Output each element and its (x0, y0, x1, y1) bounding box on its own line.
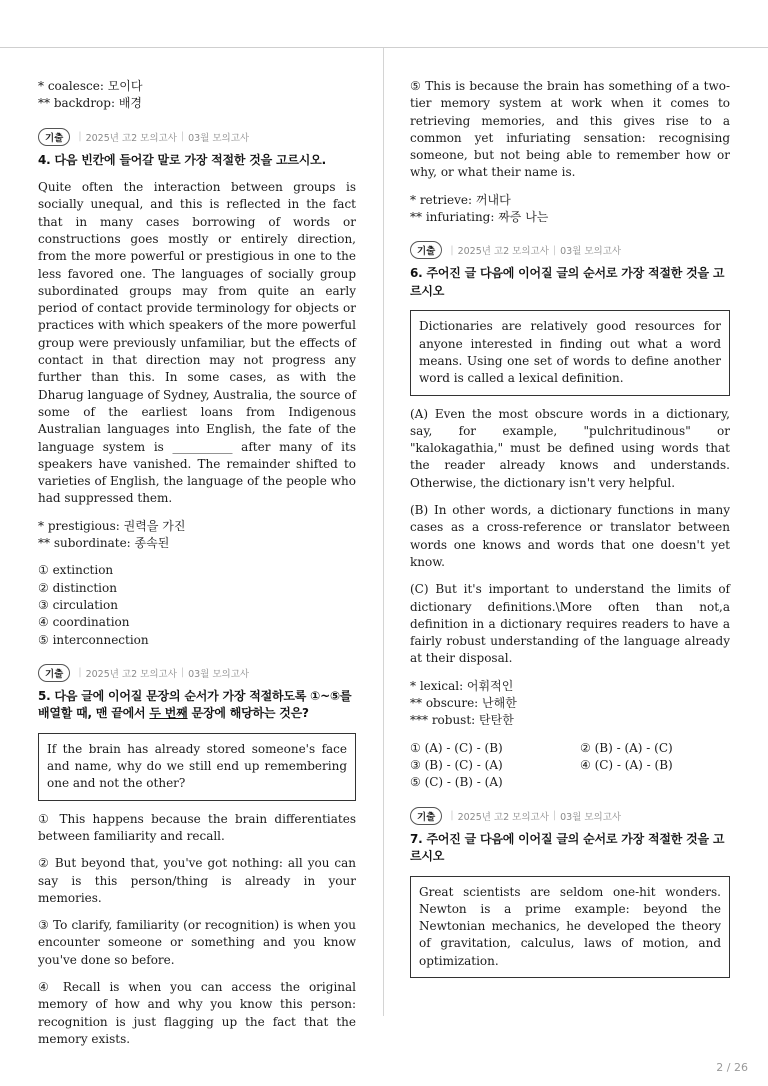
page-number: 2 / 26 (716, 1061, 748, 1074)
answer-option: ② distinction (38, 580, 117, 595)
gloss-line: *** robust: 탄탄한 (410, 713, 514, 728)
question-6 (410, 241, 730, 791)
question-tagline (410, 241, 730, 259)
gloss-line: * retrieve: 꺼내다 (410, 192, 511, 207)
sentence-item: ④ Recall is when you can access the original memory of how and why you know this person: recognition is just flagging up the fact that the memory exists. (38, 980, 356, 1046)
question-gloss (38, 518, 356, 553)
question-title: 7. 주어진 글 다음에 이어질 글의 순서로 가장 적절한 것을 고르시오 (410, 831, 725, 863)
given-passage-box (410, 310, 730, 395)
question-passage: Quite often the interaction between groups is socially unequal, and this is reflected in the fact that in many cases borrowing of words or constructions goes mostly or entirely direction, from the more powerful or prestigious in one to the less favored one. The languages of socially group subordinated groups may from quite an early period of contact provide terminology for objects or practices with which speakers of the more powerful group were previously unfamiliar, but the effects of contact in that direction may not progress any further than this. In some cases, as with the Dharug language of Sydney, Australia, the source of some of the earliest loans from Indigenous Australian languages into English, the fate of the language system is __________ after many of its speakers have vanished. The remainder shifted to varieties of English, the language of the people who had suppressed them. (38, 180, 356, 506)
separator: | (450, 810, 454, 821)
exam-month: 03월 모의고사 (560, 246, 622, 258)
sentence-item: ① This happens because the brain differentiates between familiarity and recall. (38, 811, 356, 843)
answer-option: ③ (B) - (C) - (A) (410, 757, 503, 772)
exam-year: 2025년 고2 모의고사 (457, 811, 549, 823)
sentence-item: ⑤ This is because the brain has something of a two-tier memory system at work when it comes to retrieving memories, and this gives rise to a common yet infuriating sensation: recognising someone, but not being able to remember how or why, or what their name is. (410, 79, 730, 180)
gloss-line: ** backdrop: 배경 (38, 96, 143, 111)
answer-option: ④ coordination (38, 615, 130, 630)
answer-option: ④ (C) - (A) - (B) (580, 757, 673, 772)
separator: | (78, 667, 82, 679)
title-underlined: 두 번째 (149, 706, 188, 721)
paragraph-item: (C) But it's important to understand the limits of dictionary definitions.\More often than not,a definition in a dictionary requires readers to have a fairly robust understanding of the language already at their disposal. (410, 582, 730, 666)
exam-tag: 기출 (38, 128, 70, 146)
question-gloss (410, 678, 730, 730)
gloss-line: ** infuriating: 짜증 나는 (410, 210, 549, 225)
title-part: 5. 다음 글에 이어질 문장의 순서가 가장 적절하도록 ①~⑤를 배열할 때, 맨 끝에서 (38, 688, 352, 721)
given-sentence-box (38, 733, 356, 801)
given-passage: Great scientists are seldom one-hit wonders. Newton is a prime example: beyond the Newtonian mechanics, he developed the theory of gravitation, calculus, laws of motion, and optimization. (419, 884, 721, 968)
paragraph-item: (B) In other words, a dictionary functions in many cases as a cross-reference or translator between words one knows and words that one doesn't yet know. (410, 503, 730, 569)
question-4 (38, 128, 356, 649)
gloss-line: * prestigious: 권력을 가진 (38, 518, 186, 533)
question-gloss (410, 192, 730, 227)
answer-option: ① (A) - (C) - (B) (410, 740, 503, 755)
answer-option: ⑤ interconnection (38, 632, 149, 647)
separator: | (180, 667, 185, 679)
exam-tag: 기출 (38, 664, 70, 682)
question-7 (410, 807, 730, 978)
given-sentence: If the brain has already stored someone's face and name, why do we still end up remembering one and not the other? (47, 741, 347, 791)
separator: | (552, 244, 557, 256)
exam-month: 03월 모의고사 (560, 811, 622, 823)
right-column (410, 78, 730, 988)
sentence-item: ② But beyond that, you've got nothing: all you can say is this person/thing is already in your memories. (38, 856, 356, 905)
question-title: 6. 주어진 글 다음에 이어질 글의 순서로 가장 적절한 것을 고르시오 (410, 266, 725, 298)
gloss-line: * coalesce: 모이다 (38, 79, 143, 93)
answer-option: ⑤ (C) - (B) - (A) (410, 775, 503, 790)
exam-year: 2025년 고2 모의고사 (85, 132, 177, 144)
title-part: 문장에 해당하는 것은? (187, 706, 309, 721)
answer-option: ① extinction (38, 563, 114, 578)
paragraph-item: (A) Even the most obscure words in a dictionary, say, for example, "pulchritudinous" or "kalokagathia," must be defined using words that the reader already knows and understands. Otherwise, the dictionary isn't very helpful. (410, 406, 730, 490)
gloss-line: * lexical: 어휘적인 (410, 678, 514, 693)
answer-options (38, 562, 356, 648)
exam-year: 2025년 고2 모의고사 (457, 246, 549, 258)
given-passage-box (410, 876, 730, 978)
answer-options (410, 740, 730, 792)
question-5 (38, 664, 356, 1048)
exam-month: 03월 모의고사 (188, 132, 250, 144)
answer-option: ③ circulation (38, 597, 118, 612)
question-title (38, 688, 356, 723)
answer-option: ② (B) - (A) - (C) (580, 740, 673, 755)
sentence-item: ③ To clarify, familiarity (or recognition) is when you encounter someone or something and you know you've done so before. (38, 918, 356, 967)
question-title: 4. 다음 빈칸에 들어갈 말로 가장 적절한 것을 고르시오. (38, 152, 326, 167)
column-divider (383, 48, 384, 1016)
exam-tag: 기출 (410, 807, 442, 825)
gloss-top (38, 78, 356, 113)
left-column (38, 78, 356, 1048)
top-rule (0, 47, 768, 48)
question-tagline (410, 807, 730, 825)
question-tagline (38, 128, 356, 146)
separator: | (450, 244, 454, 256)
exam-year: 2025년 고2 모의고사 (85, 668, 177, 680)
exam-month: 03월 모의고사 (188, 668, 250, 680)
exam-tag: 기출 (410, 241, 442, 259)
separator: | (552, 810, 557, 821)
gloss-line: ** subordinate: 종속된 (38, 536, 170, 551)
gloss-line: ** obscure: 난해한 (410, 696, 517, 711)
separator: | (78, 131, 82, 143)
separator: | (180, 131, 185, 143)
given-passage: Dictionaries are relatively good resources for anyone interested in finding out what a word means. Using one set of words to define another word is called a lexical definition. (419, 319, 721, 386)
question-tagline (38, 664, 356, 682)
